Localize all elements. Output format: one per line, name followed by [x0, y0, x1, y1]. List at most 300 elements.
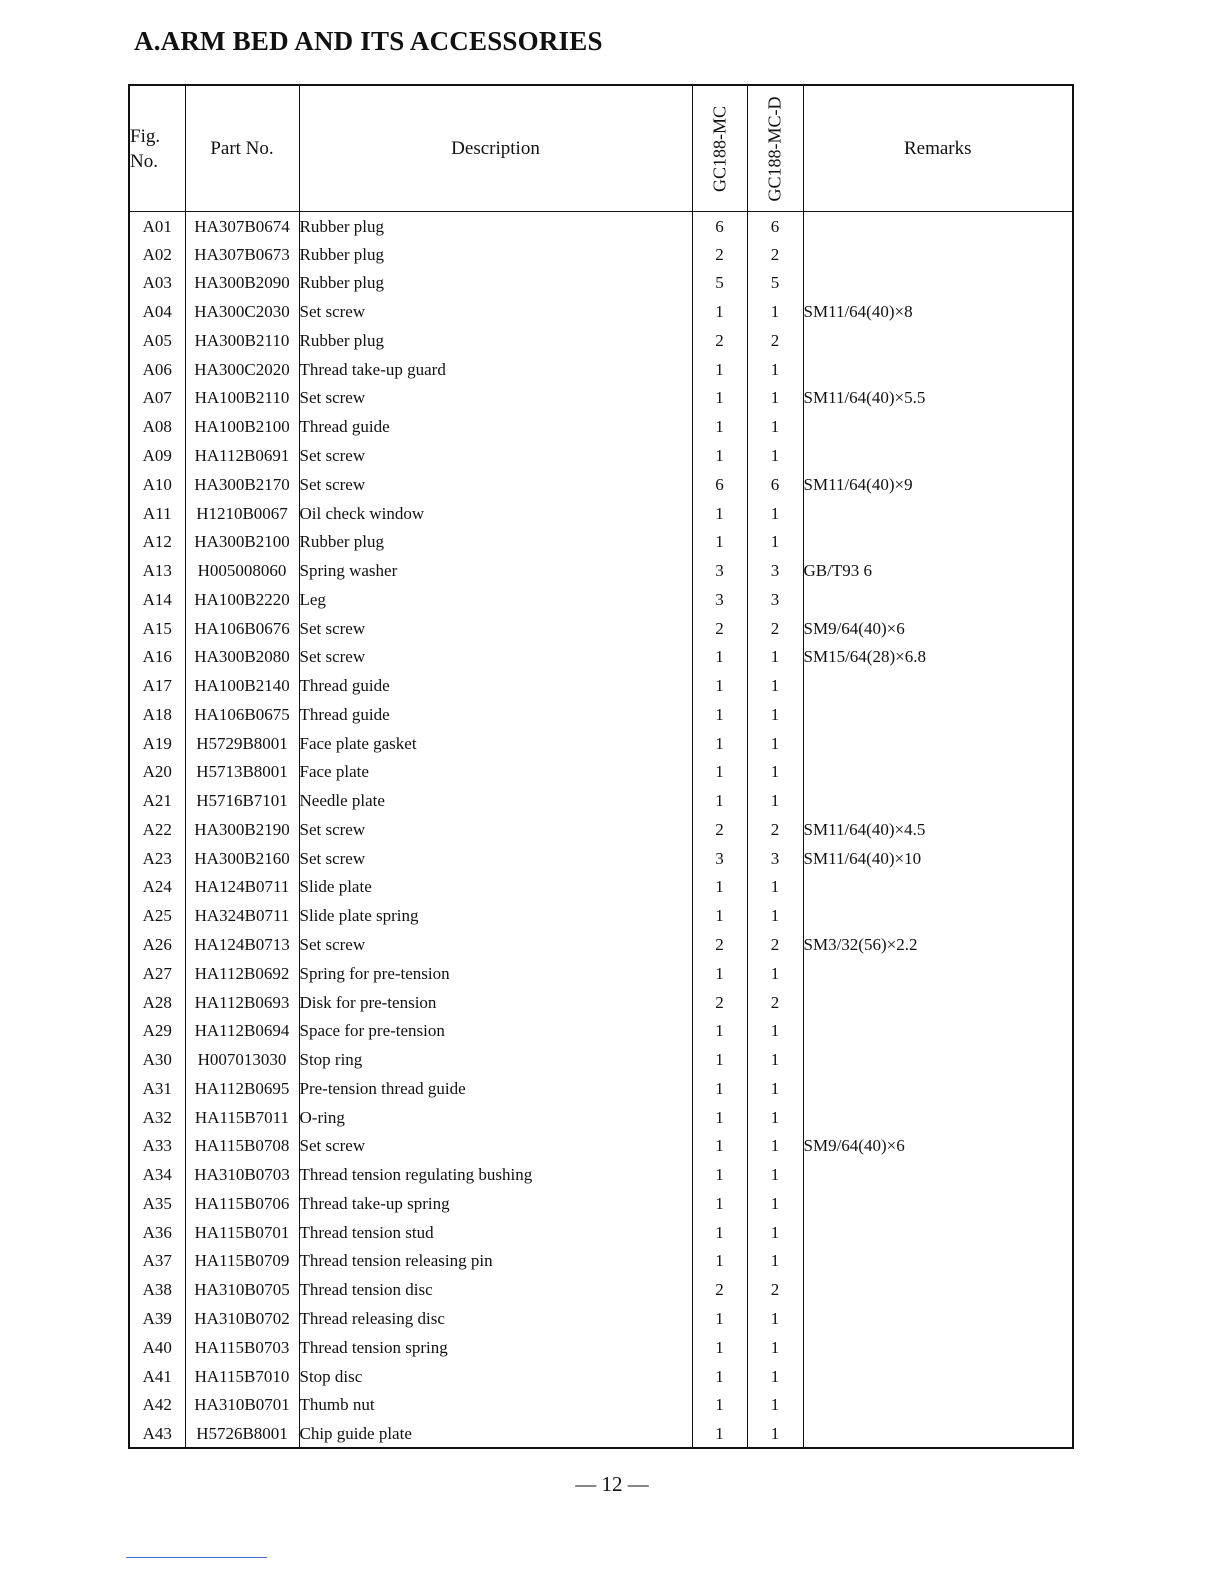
header-model-gc188-mc [692, 85, 747, 212]
description-cell: Thread tension spring [299, 1333, 692, 1362]
description-cell: Set screw [299, 931, 692, 960]
qty-gc188-mc-d-cell: 1 [747, 355, 803, 384]
table-row [129, 758, 1073, 787]
qty-gc188-mc-d-cell: 1 [747, 1103, 803, 1132]
fig-no-cell: A23 [129, 844, 185, 873]
qty-gc188-mc-d-cell: 1 [747, 1046, 803, 1075]
qty-gc188-mc-cell: 1 [692, 1391, 747, 1420]
qty-gc188-mc-d-cell: 1 [747, 672, 803, 701]
description-cell: Slide plate spring [299, 902, 692, 931]
description-cell: Thumb nut [299, 1391, 692, 1420]
part-no-cell: HA115B0709 [185, 1247, 299, 1276]
description-cell: Needle plate [299, 787, 692, 816]
fig-no-cell: A37 [129, 1247, 185, 1276]
part-no-cell: HA106B0676 [185, 614, 299, 643]
part-no-cell: HA112B0695 [185, 1074, 299, 1103]
table-row [129, 1190, 1073, 1219]
table-row [129, 1161, 1073, 1190]
table-row [129, 614, 1073, 643]
qty-gc188-mc-d-cell: 1 [747, 1247, 803, 1276]
part-no-cell: HA300B2160 [185, 844, 299, 873]
part-no-cell: HA300B2170 [185, 470, 299, 499]
part-no-cell: HA115B0703 [185, 1333, 299, 1362]
qty-gc188-mc-cell: 1 [692, 672, 747, 701]
remarks-cell [803, 1074, 1073, 1103]
remarks-cell [803, 729, 1073, 758]
remarks-cell [803, 1046, 1073, 1075]
description-cell: Thread tension releasing pin [299, 1247, 692, 1276]
description-cell: Space for pre-tension [299, 1017, 692, 1046]
fig-no-cell: A38 [129, 1276, 185, 1305]
part-no-cell: HA115B7011 [185, 1103, 299, 1132]
fig-no-cell: A22 [129, 816, 185, 845]
remarks-cell [803, 1362, 1073, 1391]
fig-no-cell: A25 [129, 902, 185, 931]
fig-no-cell: A07 [129, 384, 185, 413]
qty-gc188-mc-d-cell: 1 [747, 959, 803, 988]
fig-no-cell: A16 [129, 643, 185, 672]
qty-gc188-mc-d-cell: 1 [747, 1362, 803, 1391]
part-no-cell: HA310B0702 [185, 1305, 299, 1334]
table-row [129, 499, 1073, 528]
qty-gc188-mc-d-cell: 1 [747, 643, 803, 672]
remarks-cell [803, 528, 1073, 557]
remarks-cell [803, 1305, 1073, 1334]
qty-gc188-mc-d-cell: 1 [747, 1305, 803, 1334]
remarks-cell [803, 701, 1073, 730]
description-cell: Face plate gasket [299, 729, 692, 758]
fig-no-cell: A31 [129, 1074, 185, 1103]
fig-no-cell: A09 [129, 442, 185, 471]
fig-no-cell: A11 [129, 499, 185, 528]
qty-gc188-mc-d-cell: 1 [747, 873, 803, 902]
page-title: A.ARM BED AND ITS ACCESSORIES [134, 26, 603, 56]
remarks-cell: SM9/64(40)×6 [803, 1132, 1073, 1161]
part-no-cell: HA300C2020 [185, 355, 299, 384]
description-cell: Leg [299, 585, 692, 614]
remarks-cell [803, 212, 1073, 241]
qty-gc188-mc-cell: 3 [692, 844, 747, 873]
qty-gc188-mc-cell: 1 [692, 384, 747, 413]
qty-gc188-mc-cell: 2 [692, 931, 747, 960]
table-row [129, 1074, 1073, 1103]
fig-no-cell: A34 [129, 1161, 185, 1190]
table-row [129, 1420, 1073, 1449]
qty-gc188-mc-d-cell: 2 [747, 327, 803, 356]
table-row [129, 585, 1073, 614]
fig-no-cell: A04 [129, 298, 185, 327]
part-no-cell: HA300B2090 [185, 269, 299, 298]
qty-gc188-mc-d-cell: 1 [747, 729, 803, 758]
description-cell: Stop disc [299, 1362, 692, 1391]
table-row [129, 1276, 1073, 1305]
description-cell: Thread guide [299, 672, 692, 701]
qty-gc188-mc-d-cell: 6 [747, 470, 803, 499]
part-no-cell: HA300B2080 [185, 643, 299, 672]
qty-gc188-mc-d-cell: 1 [747, 442, 803, 471]
qty-gc188-mc-d-cell: 1 [747, 499, 803, 528]
qty-gc188-mc-cell: 2 [692, 614, 747, 643]
qty-gc188-mc-cell: 1 [692, 1420, 747, 1449]
remarks-cell [803, 355, 1073, 384]
remarks-cell [803, 902, 1073, 931]
qty-gc188-mc-cell: 1 [692, 1074, 747, 1103]
table-row [129, 643, 1073, 672]
table-row [129, 1017, 1073, 1046]
fig-no-cell: A06 [129, 355, 185, 384]
fig-no-cell: A41 [129, 1362, 185, 1391]
part-no-cell: HA115B0701 [185, 1218, 299, 1247]
table-row [129, 470, 1073, 499]
qty-gc188-mc-cell: 2 [692, 816, 747, 845]
part-no-cell: H5713B8001 [185, 758, 299, 787]
part-no-cell: HA300B2100 [185, 528, 299, 557]
qty-gc188-mc-cell: 5 [692, 269, 747, 298]
fig-no-cell: A40 [129, 1333, 185, 1362]
table-row [129, 1362, 1073, 1391]
qty-gc188-mc-cell: 6 [692, 470, 747, 499]
qty-gc188-mc-d-cell: 3 [747, 557, 803, 586]
description-cell: Set screw [299, 643, 692, 672]
table-row [129, 844, 1073, 873]
remarks-cell [803, 1276, 1073, 1305]
remarks-cell: SM11/64(40)×10 [803, 844, 1073, 873]
fig-no-cell: A39 [129, 1305, 185, 1334]
qty-gc188-mc-cell: 1 [692, 701, 747, 730]
header-model-gc188-mc-d [747, 85, 803, 212]
remarks-cell [803, 499, 1073, 528]
fig-no-cell: A20 [129, 758, 185, 787]
part-no-cell: H5726B8001 [185, 1420, 299, 1449]
part-no-cell: HA300C2030 [185, 298, 299, 327]
fig-no-cell: A32 [129, 1103, 185, 1132]
remarks-cell [803, 1190, 1073, 1219]
header-fig-no [129, 85, 185, 212]
description-cell: Thread tension stud [299, 1218, 692, 1247]
qty-gc188-mc-d-cell: 2 [747, 240, 803, 269]
part-no-cell: HA115B0708 [185, 1132, 299, 1161]
fig-no-cell: A14 [129, 585, 185, 614]
qty-gc188-mc-cell: 1 [692, 902, 747, 931]
remarks-cell [803, 1420, 1073, 1449]
table-row [129, 1391, 1073, 1420]
header-fig-line1: Fig. [130, 125, 161, 147]
qty-gc188-mc-d-cell: 2 [747, 614, 803, 643]
description-cell: Spring washer [299, 557, 692, 586]
qty-gc188-mc-d-cell: 1 [747, 1218, 803, 1247]
remarks-cell: SM11/64(40)×9 [803, 470, 1073, 499]
qty-gc188-mc-d-cell: 1 [747, 528, 803, 557]
table-row [129, 988, 1073, 1017]
remarks-cell [803, 672, 1073, 701]
qty-gc188-mc-d-cell: 1 [747, 1420, 803, 1449]
description-cell: Set screw [299, 384, 692, 413]
qty-gc188-mc-cell: 1 [692, 873, 747, 902]
description-cell: Stop ring [299, 1046, 692, 1075]
header-model1-label: GC188-MC [709, 105, 729, 192]
remarks-cell [803, 1218, 1073, 1247]
description-cell: Thread releasing disc [299, 1305, 692, 1334]
description-cell: Set screw [299, 298, 692, 327]
part-no-cell: HA112B0691 [185, 442, 299, 471]
qty-gc188-mc-cell: 1 [692, 1305, 747, 1334]
description-cell: Thread guide [299, 701, 692, 730]
description-cell: Face plate [299, 758, 692, 787]
table-row [129, 1218, 1073, 1247]
header-fig-line2: No. [130, 150, 158, 172]
qty-gc188-mc-d-cell: 2 [747, 931, 803, 960]
remarks-cell [803, 269, 1073, 298]
qty-gc188-mc-d-cell: 1 [747, 298, 803, 327]
qty-gc188-mc-cell: 6 [692, 212, 747, 241]
qty-gc188-mc-d-cell: 1 [747, 701, 803, 730]
table-row [129, 672, 1073, 701]
qty-gc188-mc-cell: 1 [692, 1103, 747, 1132]
qty-gc188-mc-cell: 1 [692, 1161, 747, 1190]
remarks-cell [803, 1391, 1073, 1420]
qty-gc188-mc-cell: 3 [692, 585, 747, 614]
description-cell: Thread tension regulating bushing [299, 1161, 692, 1190]
description-cell: Thread tension disc [299, 1276, 692, 1305]
description-cell: Set screw [299, 1132, 692, 1161]
part-no-cell: HA300B2190 [185, 816, 299, 845]
description-cell: Set screw [299, 816, 692, 845]
qty-gc188-mc-cell: 1 [692, 1218, 747, 1247]
fig-no-cell: A27 [129, 959, 185, 988]
part-no-cell: H5716B7101 [185, 787, 299, 816]
qty-gc188-mc-d-cell: 1 [747, 758, 803, 787]
remarks-cell [803, 1017, 1073, 1046]
fig-no-cell: A21 [129, 787, 185, 816]
table-row [129, 557, 1073, 586]
qty-gc188-mc-cell: 1 [692, 413, 747, 442]
qty-gc188-mc-d-cell: 1 [747, 1132, 803, 1161]
description-cell: O-ring [299, 1103, 692, 1132]
qty-gc188-mc-d-cell: 2 [747, 816, 803, 845]
parts-table-body [129, 212, 1073, 1449]
table-row [129, 1132, 1073, 1161]
remarks-cell: SM9/64(40)×6 [803, 614, 1073, 643]
table-row [129, 1305, 1073, 1334]
fig-no-cell: A02 [129, 240, 185, 269]
qty-gc188-mc-d-cell: 1 [747, 902, 803, 931]
remarks-cell [803, 873, 1073, 902]
description-cell: Thread take-up spring [299, 1190, 692, 1219]
fig-no-cell: A30 [129, 1046, 185, 1075]
qty-gc188-mc-cell: 1 [692, 1247, 747, 1276]
header-description: Description [299, 85, 692, 212]
part-no-cell: HA307B0673 [185, 240, 299, 269]
part-no-cell: HA112B0692 [185, 959, 299, 988]
table-row [129, 528, 1073, 557]
remarks-cell [803, 585, 1073, 614]
table-row [129, 701, 1073, 730]
remarks-cell [803, 1161, 1073, 1190]
table-row [129, 959, 1073, 988]
qty-gc188-mc-d-cell: 1 [747, 1391, 803, 1420]
qty-gc188-mc-d-cell: 2 [747, 1276, 803, 1305]
part-no-cell: HA310B0703 [185, 1161, 299, 1190]
table-row [129, 269, 1073, 298]
description-cell: Pre-tension thread guide [299, 1074, 692, 1103]
remarks-cell [803, 1333, 1073, 1362]
qty-gc188-mc-cell: 1 [692, 787, 747, 816]
remarks-cell [803, 758, 1073, 787]
remarks-cell: SM15/64(28)×6.8 [803, 643, 1073, 672]
part-no-cell: HA300B2110 [185, 327, 299, 356]
part-no-cell: HA100B2140 [185, 672, 299, 701]
part-no-cell: HA112B0693 [185, 988, 299, 1017]
fig-no-cell: A42 [129, 1391, 185, 1420]
part-no-cell: HA112B0694 [185, 1017, 299, 1046]
fig-no-cell: A19 [129, 729, 185, 758]
table-row [129, 355, 1073, 384]
remarks-cell: SM3/32(56)×2.2 [803, 931, 1073, 960]
qty-gc188-mc-cell: 1 [692, 499, 747, 528]
part-no-cell: HA115B0706 [185, 1190, 299, 1219]
description-cell: Rubber plug [299, 528, 692, 557]
fig-no-cell: A08 [129, 413, 185, 442]
table-row [129, 1046, 1073, 1075]
header-remarks: Remarks [803, 85, 1073, 212]
table-row [129, 442, 1073, 471]
qty-gc188-mc-d-cell: 1 [747, 787, 803, 816]
table-row [129, 787, 1073, 816]
part-no-cell: HA324B0711 [185, 902, 299, 931]
qty-gc188-mc-cell: 1 [692, 1046, 747, 1075]
fig-no-cell: A26 [129, 931, 185, 960]
table-row [129, 413, 1073, 442]
qty-gc188-mc-cell: 1 [692, 643, 747, 672]
qty-gc188-mc-d-cell: 1 [747, 1017, 803, 1046]
fig-no-cell: A43 [129, 1420, 185, 1449]
qty-gc188-mc-cell: 1 [692, 528, 747, 557]
qty-gc188-mc-cell: 2 [692, 988, 747, 1017]
qty-gc188-mc-cell: 1 [692, 959, 747, 988]
remarks-cell [803, 959, 1073, 988]
table-row [129, 212, 1073, 241]
fig-no-cell: A18 [129, 701, 185, 730]
table-header-row [129, 85, 1073, 212]
fig-no-cell: A03 [129, 269, 185, 298]
description-cell: Rubber plug [299, 327, 692, 356]
description-cell: Set screw [299, 470, 692, 499]
qty-gc188-mc-d-cell: 1 [747, 1190, 803, 1219]
fig-no-cell: A36 [129, 1218, 185, 1247]
part-no-cell: HA124B0711 [185, 873, 299, 902]
description-cell: Rubber plug [299, 240, 692, 269]
fig-no-cell: A17 [129, 672, 185, 701]
fig-no-cell: A12 [129, 528, 185, 557]
fig-no-cell: A01 [129, 212, 185, 241]
part-no-cell: H007013030 [185, 1046, 299, 1075]
part-no-cell: HA310B0705 [185, 1276, 299, 1305]
qty-gc188-mc-cell: 3 [692, 557, 747, 586]
qty-gc188-mc-cell: 1 [692, 1362, 747, 1391]
part-no-cell: HA100B2110 [185, 384, 299, 413]
table-row [129, 327, 1073, 356]
fig-no-cell: A24 [129, 873, 185, 902]
qty-gc188-mc-cell: 1 [692, 1333, 747, 1362]
description-cell: Rubber plug [299, 212, 692, 241]
part-no-cell: HA106B0675 [185, 701, 299, 730]
table-row [129, 902, 1073, 931]
part-no-cell: H5729B8001 [185, 729, 299, 758]
qty-gc188-mc-cell: 1 [692, 442, 747, 471]
fig-no-cell: A13 [129, 557, 185, 586]
table-row [129, 931, 1073, 960]
fig-no-cell: A10 [129, 470, 185, 499]
fig-no-cell: A05 [129, 327, 185, 356]
qty-gc188-mc-cell: 2 [692, 1276, 747, 1305]
qty-gc188-mc-d-cell: 1 [747, 1333, 803, 1362]
part-no-cell: HA100B2100 [185, 413, 299, 442]
qty-gc188-mc-d-cell: 5 [747, 269, 803, 298]
qty-gc188-mc-d-cell: 3 [747, 585, 803, 614]
part-no-cell: HA115B7010 [185, 1362, 299, 1391]
remarks-cell [803, 442, 1073, 471]
part-no-cell: HA124B0713 [185, 931, 299, 960]
description-cell: Spring for pre-tension [299, 959, 692, 988]
qty-gc188-mc-d-cell: 1 [747, 1161, 803, 1190]
table-row [129, 1247, 1073, 1276]
qty-gc188-mc-cell: 1 [692, 355, 747, 384]
table-row [129, 298, 1073, 327]
remarks-cell [803, 787, 1073, 816]
footer-rule [126, 1557, 267, 1558]
fig-no-cell: A35 [129, 1190, 185, 1219]
table-row [129, 873, 1073, 902]
remarks-cell [803, 327, 1073, 356]
header-part-no: Part No. [185, 85, 299, 212]
remarks-cell: SM11/64(40)×4.5 [803, 816, 1073, 845]
table-row [129, 1333, 1073, 1362]
part-no-cell: HA310B0701 [185, 1391, 299, 1420]
qty-gc188-mc-cell: 2 [692, 327, 747, 356]
qty-gc188-mc-cell: 1 [692, 1017, 747, 1046]
qty-gc188-mc-cell: 1 [692, 758, 747, 787]
table-row [129, 384, 1073, 413]
table-row [129, 816, 1073, 845]
description-cell: Rubber plug [299, 269, 692, 298]
part-no-cell: H005008060 [185, 557, 299, 586]
qty-gc188-mc-cell: 2 [692, 240, 747, 269]
remarks-cell: SM11/64(40)×8 [803, 298, 1073, 327]
part-no-cell: HA307B0674 [185, 212, 299, 241]
remarks-cell [803, 413, 1073, 442]
part-no-cell: HA100B2220 [185, 585, 299, 614]
table-row [129, 240, 1073, 269]
remarks-cell: GB/T93 6 [803, 557, 1073, 586]
description-cell: Set screw [299, 614, 692, 643]
qty-gc188-mc-d-cell: 2 [747, 988, 803, 1017]
description-cell: Set screw [299, 442, 692, 471]
qty-gc188-mc-d-cell: 3 [747, 844, 803, 873]
qty-gc188-mc-d-cell: 1 [747, 413, 803, 442]
qty-gc188-mc-cell: 1 [692, 1190, 747, 1219]
remarks-cell [803, 240, 1073, 269]
remarks-cell [803, 988, 1073, 1017]
fig-no-cell: A28 [129, 988, 185, 1017]
qty-gc188-mc-d-cell: 6 [747, 212, 803, 241]
page-number: — 12 — [575, 1472, 649, 1496]
description-cell: Thread guide [299, 413, 692, 442]
remarks-cell [803, 1247, 1073, 1276]
remarks-cell [803, 1103, 1073, 1132]
fig-no-cell: A33 [129, 1132, 185, 1161]
qty-gc188-mc-cell: 1 [692, 1132, 747, 1161]
qty-gc188-mc-cell: 1 [692, 729, 747, 758]
